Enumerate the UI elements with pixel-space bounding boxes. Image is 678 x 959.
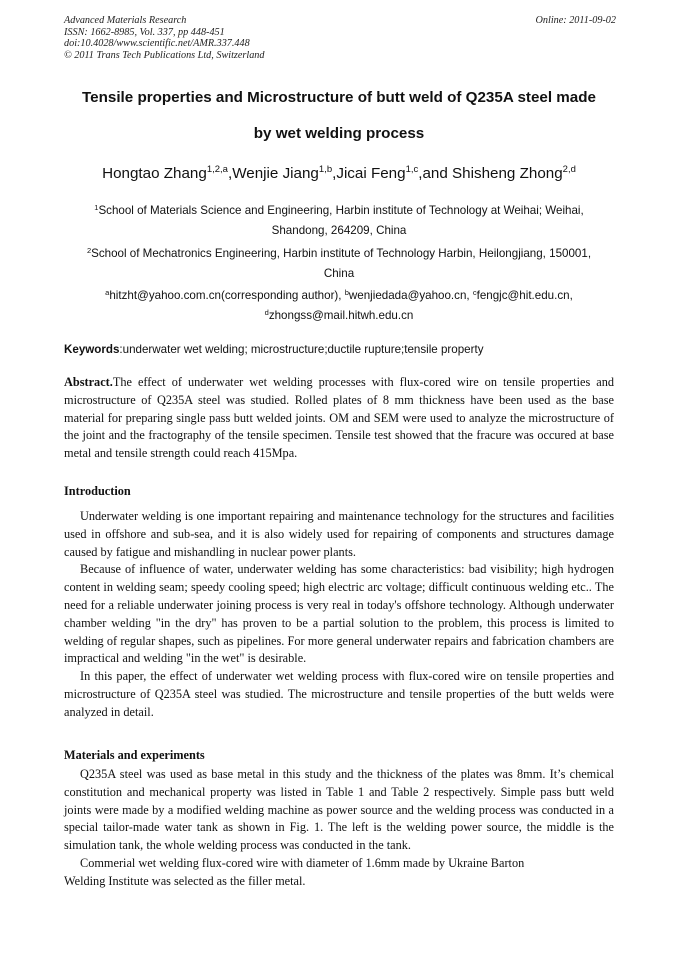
copyright-line: © 2011 Trans Tech Publications Ltd, Switzerland — [64, 49, 265, 61]
email-link[interactable]: fengjc@hit.edu.cn, — [476, 289, 573, 302]
issn-line: ISSN: 1662-8985, Vol. 337, pp 448-451 — [64, 26, 225, 38]
author-name: Wenjie Jiang — [232, 165, 319, 182]
author-name: Jicai Feng — [336, 165, 406, 182]
paragraph: Because of influence of water, underwater welding has some characteristics: bad visibility; high hydrogen content in welding seam; speedy cooling speed; high electric arc voltage; difficult continuous welding etc.. The need for a reliable underwater joining process is very real in today's offshore technology. Although underwater chamber welding "in the dry" has proven to be a partial solution to the problem, this process is limited to welding of regular shapes, such as pipelines. For more general underwater repairs and fabrication chambers are impractical and welding "in the wet" is desirable. — [64, 562, 614, 666]
keywords — [64, 343, 484, 356]
author-separator: , — [332, 165, 337, 182]
keywords-text: :underwater wet welding; microstructure;ductile rupture;tensile property — [119, 343, 484, 356]
section-heading-introduction: Introduction — [64, 484, 131, 498]
email-block — [60, 286, 618, 326]
online-date: Online: 2011-09-02 — [535, 15, 616, 26]
paragraph: Q235A steel was used as base metal in this study and the thickness of the plates was 8mm. It’s chemical constitution and mechanical property was listed in Table 1 and Table 2 respectively. Simple pass butt weld joints were made by a modified welding machine as power source and the welding process was conducted in a special tailor-made water tank as shown in Fig. 1. The left is the welding power source, the middle is the simulation tank, the whole welding process was conducted in the tank. — [64, 767, 614, 853]
doi-line: doi:10.4028/www.scientific.net/AMR.337.448 — [64, 38, 250, 50]
affiliation-text: Shandong, 264209, China — [271, 224, 407, 237]
author-separator: ,and — [418, 165, 453, 182]
paragraph-line: Welding Institute was selected as the filler metal. — [64, 873, 306, 888]
abstract-text: The effect of underwater wet welding processes with flux-cored wire on tensile properties and microstructure of Q235A steel was studied. Rolled plates of 8 mm thickness have been used as the base material for preparing single pass butt welded joints. OM and SEM were used to analyze the microstructure of the joint and the fractography of the tensile specimen. Tensile test showed that the fracure was occured at base metal and tensile strength could reach 415Mpa. — [64, 375, 614, 461]
author-sup: 2,d — [562, 164, 576, 175]
paragraph: Underwater welding is one important repairing and maintenance technology for the structures and facilities used in offshore and sub-sea, and it is also widely used for repairing of components and structures damage caused by fatigue and mishandling in nuclear power plants. — [64, 509, 614, 559]
paper-title-line-2: by wet welding process — [253, 125, 425, 142]
author-sup: 1,2,a — [206, 164, 228, 175]
email-link[interactable]: zhongss@mail.hitwh.edu.cn — [268, 309, 414, 322]
abstract-label: Abstract. — [64, 375, 113, 389]
author-name: Shisheng Zhong — [452, 165, 563, 182]
affiliation-text: School of Materials Science and Engineering, Harbin institute of Technology at Weihai; Weihai, — [98, 204, 584, 217]
email-sup: d — [264, 308, 269, 317]
materials-body — [64, 766, 614, 891]
paper-title-line-1: Tensile properties and Microstructure of butt weld of Q235A steel made — [82, 89, 596, 106]
keywords-label: Keywords — [64, 343, 120, 356]
email-sup: c — [472, 288, 477, 297]
author-separator: , — [227, 165, 233, 182]
affiliation-text: School of Mechatronics Engineering, Harbin institute of Technology Harbin, Heilongjiang, 150001, — [91, 247, 592, 260]
affiliation-1 — [60, 201, 618, 241]
affiliation-text: China — [323, 267, 355, 280]
email-link[interactable]: hitzht@yahoo.com.cn(corresponding author), — [109, 289, 345, 302]
affiliation-sup: 1 — [94, 203, 99, 212]
introduction-body — [64, 508, 614, 722]
affiliation-2 — [60, 244, 618, 284]
journal-name: Advanced Materials Research — [64, 15, 187, 26]
journal-header — [64, 15, 264, 61]
author-sup: 1,b — [318, 164, 333, 175]
email-sup: a — [105, 288, 110, 297]
paragraph: In this paper, the effect of underwater wet welding process with flux-cored wire on tensile properties and microstructure of Q235A steel was studied. The microstructure and tensile properties of the butt welds were analyzed in detail. — [64, 669, 614, 719]
section-heading-materials: Materials and experiments — [64, 748, 205, 762]
affiliation-sup: 2 — [86, 246, 92, 255]
abstract — [64, 374, 614, 463]
paragraph-line: Commerial wet welding flux-cored wire with diameter of 1.6mm made by Ukraine Barton — [80, 855, 525, 870]
author-list — [30, 165, 648, 182]
author-name: Hongtao Zhang — [102, 165, 207, 182]
email-sup: b — [344, 288, 349, 297]
author-sup: 1,c — [405, 164, 419, 175]
email-link[interactable]: wenjiedada@yahoo.cn, — [348, 289, 473, 302]
